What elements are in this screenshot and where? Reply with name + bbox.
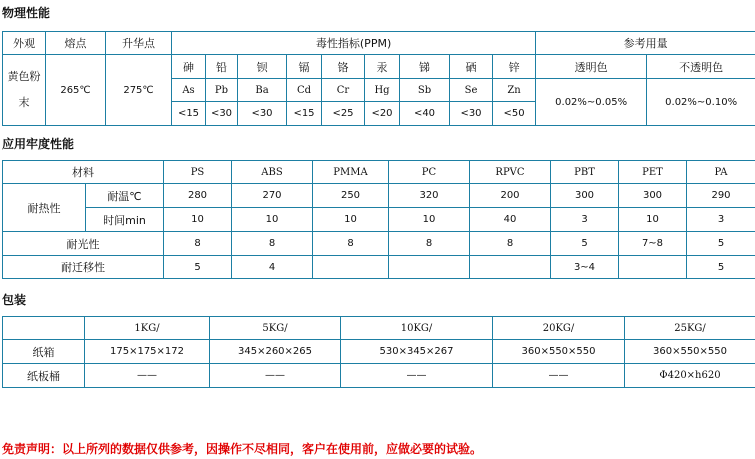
- element-symbol: Sb: [400, 79, 450, 102]
- temperature-value: 200: [470, 184, 551, 208]
- opaque-value: 0.02%~0.10%: [647, 79, 755, 126]
- material-name: PMMA: [313, 161, 389, 184]
- packaging-corner: [3, 317, 85, 340]
- element-limit: <50: [493, 102, 536, 126]
- element-symbol: Zn: [493, 79, 536, 102]
- time-value: 10: [232, 208, 313, 232]
- carton-dimension: 175×175×172: [85, 340, 210, 364]
- heat-resistance-label: 耐热性: [3, 184, 86, 232]
- light-value: 8: [313, 232, 389, 256]
- element-symbol: Pb: [206, 79, 238, 102]
- material-name: PA: [687, 161, 755, 184]
- element-limit: <15: [172, 102, 206, 126]
- element-name: 砷: [172, 55, 206, 79]
- toxicity-header: 毒性指标(PPM): [172, 32, 536, 55]
- temperature-value: 300: [619, 184, 687, 208]
- migration-value: [389, 256, 470, 279]
- carton-dimension: 360×550×550: [625, 340, 755, 364]
- migration-value: [470, 256, 551, 279]
- physical-properties-table: [2, 31, 755, 126]
- packaging-section-title: 包装: [2, 293, 27, 307]
- physical-section-title: 物理性能: [2, 6, 51, 20]
- package-weight: 25KG/: [625, 317, 755, 340]
- melting-point-value: 265℃: [46, 55, 106, 126]
- migration-value: [619, 256, 687, 279]
- migration-value: 5: [164, 256, 232, 279]
- carton-dimension: 360×550×550: [493, 340, 625, 364]
- element-name: 汞: [365, 55, 400, 79]
- time-label: 时间min: [86, 208, 164, 232]
- element-limit: <40: [400, 102, 450, 126]
- drum-dimension: ——: [493, 364, 625, 388]
- drum-dimension: Φ420×h620: [625, 364, 755, 388]
- time-value: 40: [470, 208, 551, 232]
- element-symbol: Cd: [287, 79, 322, 102]
- packaging-table: [2, 316, 755, 388]
- package-weight: 5KG/: [210, 317, 341, 340]
- light-value: 5: [687, 232, 755, 256]
- material-name: RPVC: [470, 161, 551, 184]
- appearance-value: 黄色粉末: [3, 55, 46, 126]
- temperature-value: 320: [389, 184, 470, 208]
- element-name: 锌: [493, 55, 536, 79]
- element-limit: <20: [365, 102, 400, 126]
- transparent-label: 透明色: [536, 55, 647, 79]
- element-symbol: Cr: [322, 79, 365, 102]
- element-limit: <30: [238, 102, 287, 126]
- drum-dimension: ——: [85, 364, 210, 388]
- temperature-value: 280: [164, 184, 232, 208]
- package-weight: 1KG/: [85, 317, 210, 340]
- light-value: 8: [164, 232, 232, 256]
- material-name: PS: [164, 161, 232, 184]
- element-name: 铬: [322, 55, 365, 79]
- element-limit: <30: [450, 102, 493, 126]
- fastness-section-title: 应用牢度性能: [2, 137, 75, 151]
- time-value: 10: [164, 208, 232, 232]
- migration-label: 耐迁移性: [3, 256, 164, 279]
- temperature-value: 290: [687, 184, 755, 208]
- light-value: 8: [232, 232, 313, 256]
- carton-dimension: 345×260×265: [210, 340, 341, 364]
- drum-dimension: ——: [341, 364, 493, 388]
- disclaimer-text: 免责声明：以上所列的数据仅供参考，因操作不尽相同，客户在使用前，应做必要的试验。: [2, 442, 483, 456]
- migration-value: 5: [687, 256, 755, 279]
- element-name: 铅: [206, 55, 238, 79]
- element-limit: <25: [322, 102, 365, 126]
- element-limit: <30: [206, 102, 238, 126]
- temperature-value: 300: [551, 184, 619, 208]
- appearance-header: 外观: [3, 32, 46, 55]
- migration-value: 3~4: [551, 256, 619, 279]
- opaque-label: 不透明色: [647, 55, 755, 79]
- carton-label: 纸箱: [3, 340, 85, 364]
- material-name: PC: [389, 161, 470, 184]
- light-value: 7~8: [619, 232, 687, 256]
- sublimation-point-value: 275℃: [106, 55, 172, 126]
- element-symbol: As: [172, 79, 206, 102]
- material-name: PET: [619, 161, 687, 184]
- material-name: PBT: [551, 161, 619, 184]
- element-symbol: Se: [450, 79, 493, 102]
- time-value: 3: [687, 208, 755, 232]
- migration-value: 4: [232, 256, 313, 279]
- carton-dimension: 530×345×267: [341, 340, 493, 364]
- package-weight: 20KG/: [493, 317, 625, 340]
- sublimation-point-header: 升华点: [106, 32, 172, 55]
- element-name: 锑: [400, 55, 450, 79]
- material-name: ABS: [232, 161, 313, 184]
- drum-dimension: ——: [210, 364, 341, 388]
- light-value: 5: [551, 232, 619, 256]
- light-fastness-label: 耐光性: [3, 232, 164, 256]
- element-limit: <15: [287, 102, 322, 126]
- light-value: 8: [470, 232, 551, 256]
- material-header: 材料: [3, 161, 164, 184]
- fastness-table: [2, 160, 755, 279]
- melting-point-header: 熔点: [46, 32, 106, 55]
- element-name: 钡: [238, 55, 287, 79]
- temperature-label: 耐温℃: [86, 184, 164, 208]
- transparent-value: 0.02%~0.05%: [536, 79, 647, 126]
- dosage-header: 参考用量: [536, 32, 755, 55]
- drum-label: 纸板桶: [3, 364, 85, 388]
- migration-value: [313, 256, 389, 279]
- light-value: 8: [389, 232, 470, 256]
- element-symbol: Hg: [365, 79, 400, 102]
- time-value: 10: [313, 208, 389, 232]
- temperature-value: 250: [313, 184, 389, 208]
- element-symbol: Ba: [238, 79, 287, 102]
- time-value: 10: [389, 208, 470, 232]
- time-value: 10: [619, 208, 687, 232]
- package-weight: 10KG/: [341, 317, 493, 340]
- element-name: 镉: [287, 55, 322, 79]
- temperature-value: 270: [232, 184, 313, 208]
- element-name: 硒: [450, 55, 493, 79]
- time-value: 3: [551, 208, 619, 232]
